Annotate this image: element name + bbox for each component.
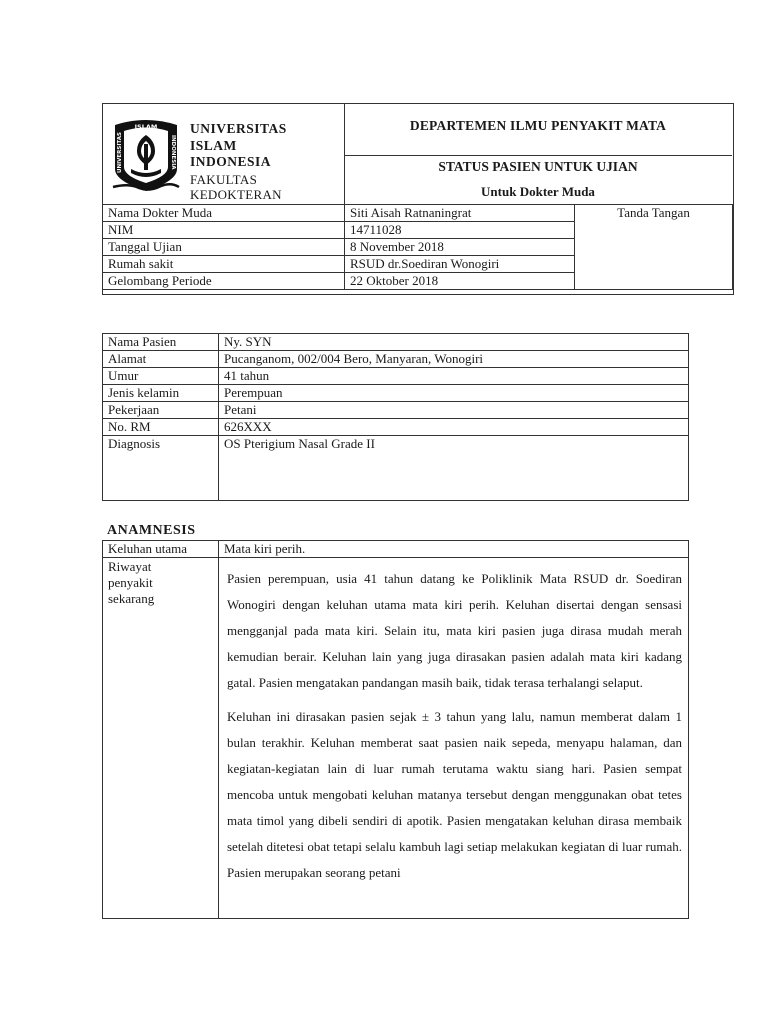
patient-value: Petani [219, 402, 689, 419]
anamnesis-table [102, 540, 689, 919]
history-label-line: Riwayat [108, 559, 152, 574]
logo-text-top: ISLAM [134, 123, 158, 131]
table-row [103, 558, 689, 919]
status-title: STATUS PASIEN UNTUK UJIAN [438, 159, 638, 174]
signature-label: Tanda Tangan [617, 205, 690, 220]
info-label: Rumah sakit [103, 256, 345, 273]
patient-label: Nama Pasien [103, 334, 219, 351]
info-value: 22 Oktober 2018 [345, 273, 575, 290]
faculty-line: FAKULTAS [190, 172, 258, 187]
patient-label: Diagnosis [103, 436, 219, 501]
table-row [103, 351, 689, 368]
patient-value: Pucanganom, 002/004 Bero, Manyaran, Wonogiri [219, 351, 689, 368]
history-paragraph: Keluhan ini dirasakan pasien sejak ± 3 tahun yang lalu, namun memberat dalam 1 bulan terakhir. Keluhan memberat saat pasien naik sepeda, menyapu halaman, dan kegiatan-kegiatan lain di luar rumah terutama waktu siang hari. Pasien sempat mencoba untuk mengobati keluhan matanya tersebut dengan menggunakan obat tetes mata timol yang dibeli sendiri di apotik. Pasien mengatakan keluhan dirasa membaik setelah ditetesi obat tetapi selalu kambuh lagi setiap melakukan kegiatan di luar rumah. Pasien merupakan seorang petani [227, 709, 682, 880]
info-label: Tanggal Ujian [103, 239, 345, 256]
table-row [103, 419, 689, 436]
info-value: RSUD dr.Soediran Wonogiri [345, 256, 575, 273]
info-label: NIM [103, 222, 345, 239]
table-row [103, 436, 689, 501]
doctor-info-table [102, 204, 733, 290]
info-value: 14711028 [345, 222, 575, 239]
patient-value: 41 tahun [219, 368, 689, 385]
university-line: UNIVERSITAS [190, 121, 287, 136]
info-label: Gelombang Periode [103, 273, 345, 290]
history-text [219, 558, 689, 919]
university-line: INDONESIA [190, 154, 272, 169]
patient-label: No. RM [103, 419, 219, 436]
faculty-name [190, 172, 282, 202]
patient-label: Pekerjaan [103, 402, 219, 419]
table-row [103, 205, 733, 222]
table-row [103, 368, 689, 385]
patient-table [102, 333, 689, 501]
header-divider [345, 155, 732, 156]
status-subtitle: Untuk Dokter Muda [481, 184, 595, 199]
patient-value: Ny. SYN [219, 334, 689, 351]
signature-cell [575, 205, 733, 290]
table-row [103, 334, 689, 351]
university-line: ISLAM [190, 137, 237, 153]
table-row [103, 402, 689, 419]
info-value: 8 November 2018 [345, 239, 575, 256]
table-row [103, 385, 689, 402]
patient-value: Perempuan [219, 385, 689, 402]
university-logo [109, 117, 183, 195]
patient-label: Jenis kelamin [103, 385, 219, 402]
history-label-line: penyakit [108, 575, 153, 590]
table-row [103, 541, 689, 558]
info-label: Nama Dokter Muda [103, 205, 345, 222]
patient-label: Umur [103, 368, 219, 385]
patient-label: Alamat [103, 351, 219, 368]
anamnesis-title: ANAMNESIS [107, 523, 196, 538]
history-label [103, 558, 219, 919]
faculty-line: KEDOKTERAN [190, 187, 282, 202]
department-title: DEPARTEMEN ILMU PENYAKIT MATA [409, 118, 667, 133]
history-label-line: sekarang [108, 591, 155, 606]
chief-complaint-value: Mata kiri perih. [219, 541, 689, 558]
logo-text-right: INDONESIA [170, 135, 176, 170]
history-paragraph: Pasien perempuan, usia 41 tahun datang ke Poliklinik Mata RSUD dr. Soediran Wonogiri dengan keluhan utama mata kiri perih. Keluhan disertai dengan sensasi mengganjal pada mata kiri. Selain itu, mata kiri pasien juga dirasa mudah merah kemudian berair. Keluhan lain yang juga dirasakan pasien adalah mata kiri kadang gatal. Pasien mengatakan pandangan masih baik, tidak terasa terhalangi selaput. [227, 571, 682, 690]
logo-text-left: UNIVERSITAS [117, 132, 123, 173]
chief-complaint-label: Keluhan utama [103, 541, 219, 558]
info-value: Siti Aisah Ratnaningrat [345, 205, 575, 222]
patient-value: OS Pterigium Nasal Grade II [219, 436, 689, 501]
patient-value: 626XXX [219, 419, 689, 436]
university-name [190, 121, 287, 171]
